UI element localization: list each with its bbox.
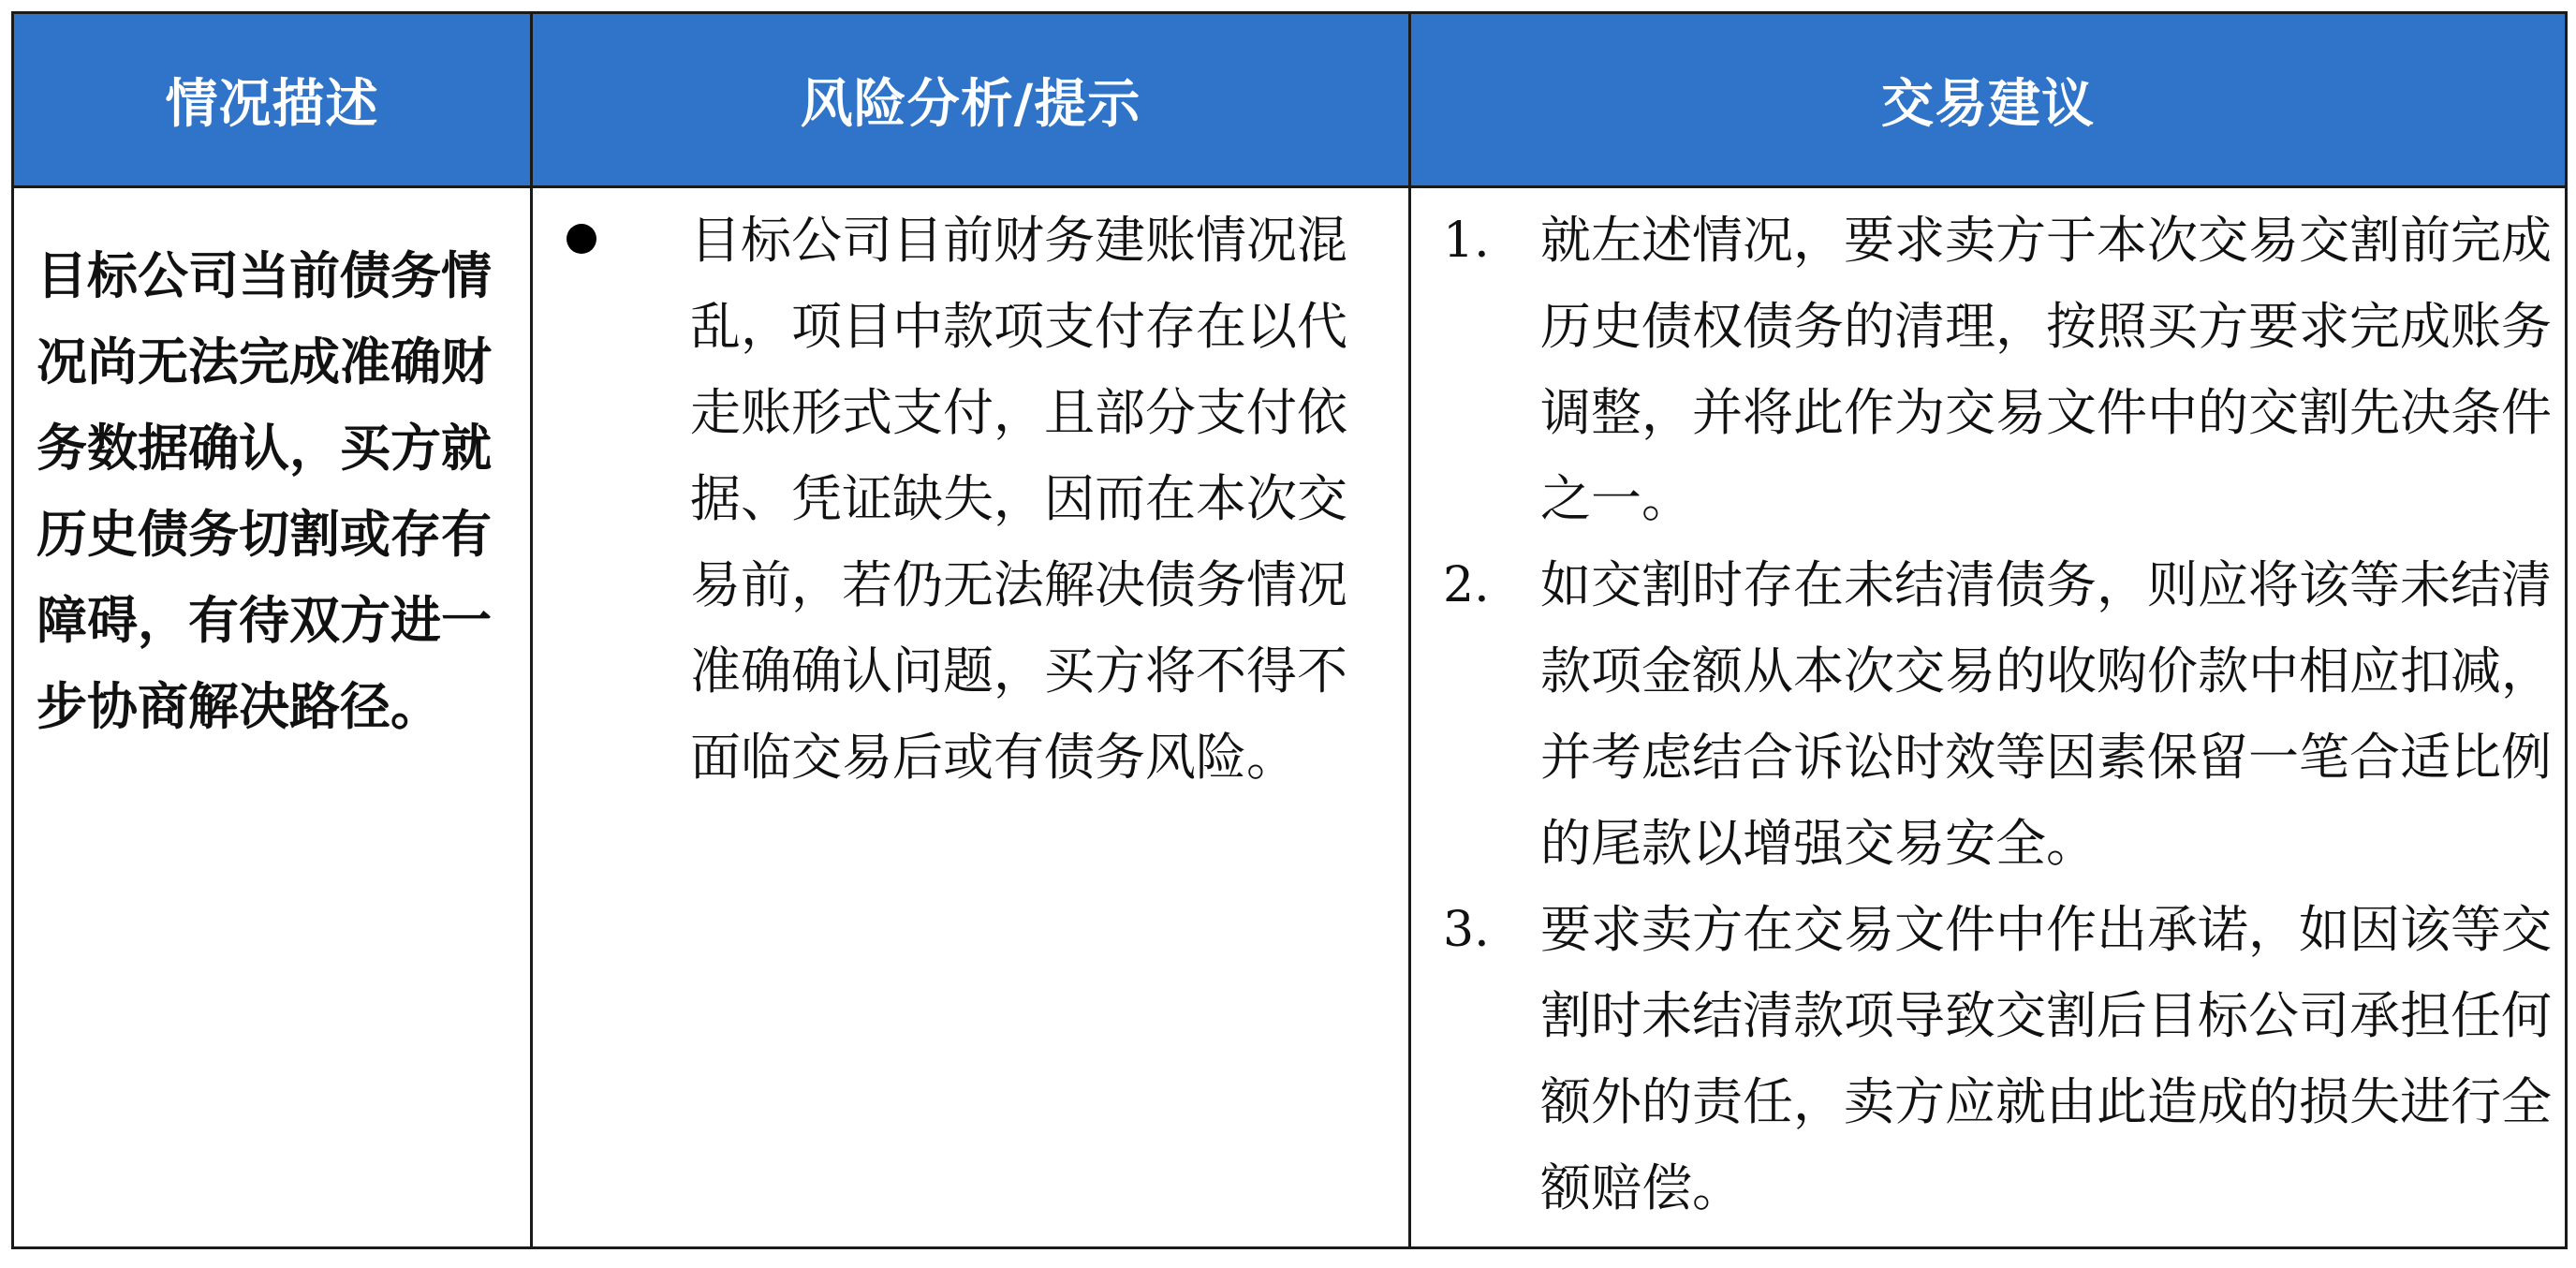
list-number: 1. [1443, 213, 1490, 269]
risk-analysis-table [11, 11, 2568, 1249]
header-situation: 情况描述 [13, 13, 532, 187]
suggestion-text: 要求卖方在交易文件中作出承诺，如因该等交割时未结清款项导致交割后目标公司承担任何额外的责任，卖方应就由此造成的损失进行全额赔偿。 [1540, 900, 2552, 1217]
situation-cell [13, 187, 532, 1248]
list-number: 3. [1443, 902, 1490, 958]
list-item [1411, 198, 2565, 542]
risk-list [533, 188, 1408, 801]
list-item [533, 188, 1408, 801]
risk-item-text: 目标公司目前财务建账情况混乱，项目中款项支付存在以代走账形式支付，且部分支付依据、凭证缺失，因而在本次交易前，若仍无法解决债务情况准确确认问题，买方将不得不面临交易后或有债务风险。 [690, 211, 1347, 787]
suggestion-text: 如交割时存在未结清债务，则应将该等未结清款项金额从本次交易的收购价款中相应扣减，并考虑结合诉讼时效等因素保留一笔合适比例的尾款以增强交易安全。 [1540, 555, 2552, 873]
suggestion-list [1411, 188, 2565, 1231]
header-risk-analysis: 风险分析/提示 [532, 13, 1410, 187]
header-row [13, 13, 2567, 187]
content-row [13, 187, 2567, 1248]
list-item [1411, 542, 2565, 887]
bullet-icon [567, 224, 596, 254]
suggestion-text: 就左述情况，要求卖方于本次交易交割前完成历史债权债务的清理，按照买方要求完成账务调整，并将此作为交易文件中的交割先决条件之一。 [1540, 211, 2552, 528]
situation-text: 目标公司当前债务情况尚无法完成准确财务数据确认，买方就历史债务切割或存有障碍，有待双方进一步协商解决路径。 [37, 246, 492, 736]
risk-cell [532, 187, 1410, 1248]
header-suggestion: 交易建议 [1410, 13, 2567, 187]
list-item [1411, 887, 2565, 1231]
suggestion-cell [1410, 187, 2567, 1248]
list-number: 2. [1443, 557, 1490, 613]
